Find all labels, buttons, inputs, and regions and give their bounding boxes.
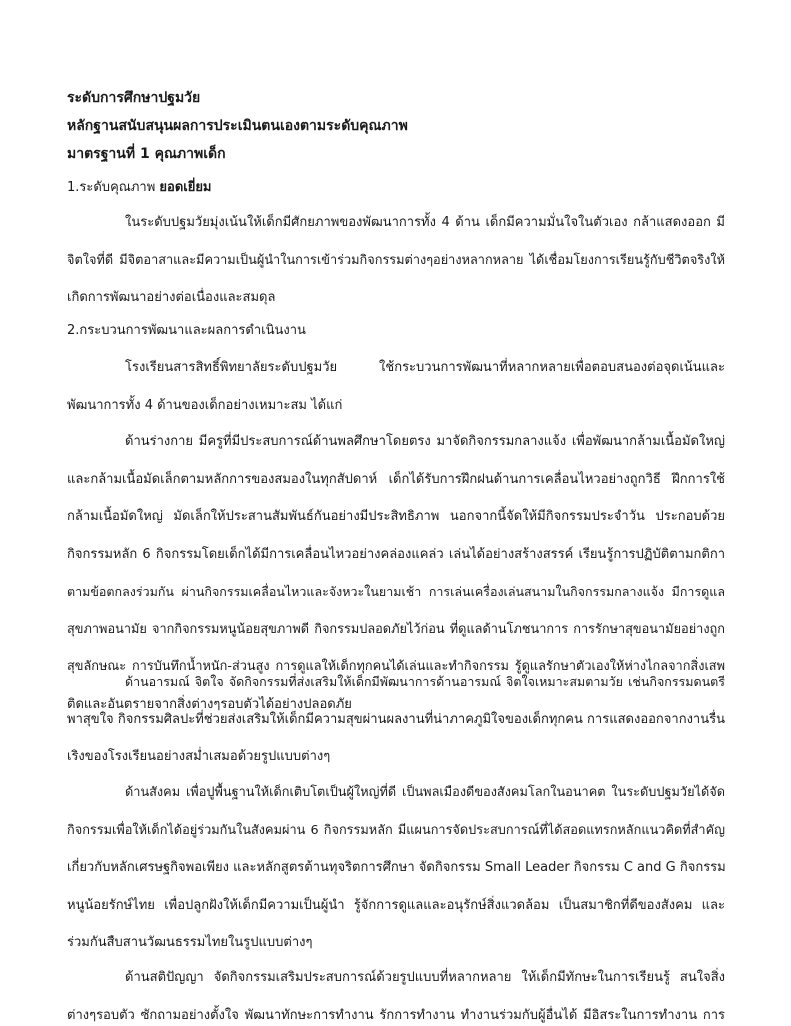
paragraph-line: ตามข้อตกลงร่วมกัน ผ่านกิจกรรมเคลื่อนไหวและจังหวะในยามเช้า การเล่นเครื่องเล่นสนามในกิจกรรมกลางแจ้ง มีการดูแล [67, 584, 725, 599]
paragraph-line: ด้านสังคม เพื่อปูพื้นฐานให้เด็กเติบโตเป็นผู้ใหญ่ที่ดี เป็นพลเมืองดีของสังคมโลกในอนาคต ในระดับปฐมวัยได้จัด [125, 785, 725, 800]
quality-level-heading [67, 178, 212, 198]
education-level-heading: ระดับการศึกษาปฐมวัย [67, 90, 201, 106]
paragraph-line: จิตใจที่ดี มีจิตอาสาและมีความเป็นผู้นำในการเข้าร่วมกิจกรรมต่างๆอย่างหลากหลาย ได้เชื่อมโยงการเรียนรู้กับชีวิตจริงให้ [67, 252, 725, 268]
paragraph-school-process [67, 358, 725, 433]
document-header [67, 84, 727, 168]
paragraph-line: กิจกรรมหลัก 6 กิจกรรมโดยเด็กได้มีการเคลื่อนไหวอย่างคล่องแคล่ว เล่นได้อย่างสร้างสรรค์ เรียนรู้การปฏิบัติตามกติกา [67, 546, 725, 562]
paragraph-emotional [67, 672, 725, 785]
paragraph-social [67, 783, 725, 971]
process-heading: 2.กระบวนการพัฒนาและผลการดำเนินงาน [67, 323, 306, 338]
paragraph-line: ด้านสติปัญญา จัดกิจกรรมเสริมประสบการณ์ด้วยรูปแบบที่หลากหลาย ให้เด็กมีทักษะในการเรียนรู้ สนใจสิ่ง [125, 970, 725, 985]
paragraph-line: ร่วมกันสืบสานวัฒนธรรมไทยในรูปแบบต่างๆ [67, 935, 313, 950]
paragraph-line: กล้ามเนื้อมัดใหญ่ มัดเล็กให้ประสานสัมพันธ์กันอย่างมีประสิทธิภาพ นอกจากนี้จัดให้มีกิจกรรมประจำวัน ประกอบด้วย [67, 509, 725, 524]
paragraph-line: ต่างๆรอบตัว ซักถามอย่างตั้งใจ พัฒนาทักษะการทำงาน รักการทำงาน ทำงานร่วมกับผู้อื่นได้ มีอิสระในการทำงาน การ [67, 1007, 725, 1023]
paragraph-line: ด้านอารมณ์ จิตใจ จัดกิจกรรมที่ส่งเสริมให้เด็กมีพัฒนาการด้านอารมณ์ จิตใจเหมาะสมตามวัย เช่นกิจกรรมดนตรี [125, 674, 725, 689]
paragraph-line: เริงของโรงเรียนอย่างสม่ำเสมอด้วยรูปแบบต่างๆ [67, 749, 331, 764]
standard-heading: มาตรฐานที่ 1 คุณภาพเด็ก [67, 146, 226, 162]
paragraph-line: เกี่ยวกับหลักเศรษฐกิจพอเพียง และหลักสูตรต้านทุจริตการศึกษา จัดกิจกรรม Small Leader กิจกรรม C and G กิจกรรม [67, 860, 726, 875]
document-title: หลักฐานสนับสนุนผลการประเมินตนเองตามระดับคุณภาพ [67, 118, 408, 134]
paragraph-line: กิจกรรมเพื่อให้เด็กได้อยู่ร่วมกันในสังคมผ่าน 6 กิจกรรมหลัก มีแผนการจัดประสบการณ์ที่ได้สอดแทรกหลักแนวคิดที่สำคัญ [67, 822, 725, 838]
quality-level-value: ยอดเยี่ยม [159, 180, 212, 195]
paragraph-line: ด้านร่างกาย มีครูที่มีประสบการณ์ด้านพลศึกษาโดยตรง มาจัดกิจกรรมกลางแจ้ง เพื่อพัฒนากล้ามเนื้อมัดใหญ่ [125, 434, 725, 449]
quality-level-label: 1.ระดับคุณภาพ [67, 180, 160, 195]
paragraph-line: เกิดการพัฒนาอย่างต่อเนื่องและสมดุล [67, 290, 276, 305]
paragraph-intellectual [67, 968, 725, 1026]
paragraph-line: สุขภาพอนามัย จากกิจกรรมหนูน้อยสุขภาพดี กิจกรรมปลอดภัยไว้ก่อน ที่ดูแลด้านโภชนาการ การรักษาสุขอนามัยอย่างถูก [67, 621, 725, 637]
paragraph-line: โรงเรียนสารสิทธิ์พิทยาลัยระดับปฐมวัย ใช้กระบวนการพัฒนาที่หลากหลายเพื่อตอบสนองต่อจุดเน้นและ [125, 360, 725, 375]
paragraph-overview [67, 213, 725, 326]
paragraph-line: พัฒนาการทั้ง 4 ด้านของเด็กอย่างเหมาะสม ได้แก่ [67, 397, 343, 413]
paragraph-line: ติดและอันตรายจากสิ่งต่างๆรอบตัวได้อย่างปลอดภัย [67, 696, 352, 712]
paragraph-line: หนูน้อยรักษ์ไทย เพื่อปลูกฝังให้เด็กมีความเป็นผู้นำ รู้จักการดูแลและอนุรักษ์สิ่งแวดล้อม เป็นสมาชิกที่ดีของสังคม และ [67, 897, 725, 913]
paragraph-line: ในระดับปฐมวัยมุ่งเน้นให้เด็กมีศักยภาพของพัฒนาการทั้ง 4 ด้าน เด็กมีความมั่นใจในตัวเอง กล้าแสดงออก มี [125, 215, 725, 230]
paragraph-line: พาสุขใจ กิจกรรมศิลปะที่ช่วยส่งเสริมให้เด็กมีความสุขผ่านผลงานที่น่าภาคภูมิใจของเด็กทุกคน การแสดงออกจากงานรื่น [67, 711, 725, 727]
paragraph-line: และกล้ามเนื้อมัดเล็กตามหลักการของสมองในทุกสัปดาห์ เด็กได้รับการฝึกฝนด้านการเคลื่อนไหวอย่างถูกวิธี ฝึกการใช้ [67, 471, 725, 487]
paragraph-line: สุขลักษณะ การบันทึกน้ำหนัก-ส่วนสูง การดูแลให้เด็กทุกคนได้เล่นและทำกิจกรรม รู้ดูแลรักษาตัวเองให้ห่างไกลจากสิ่งเสพ [67, 659, 725, 674]
